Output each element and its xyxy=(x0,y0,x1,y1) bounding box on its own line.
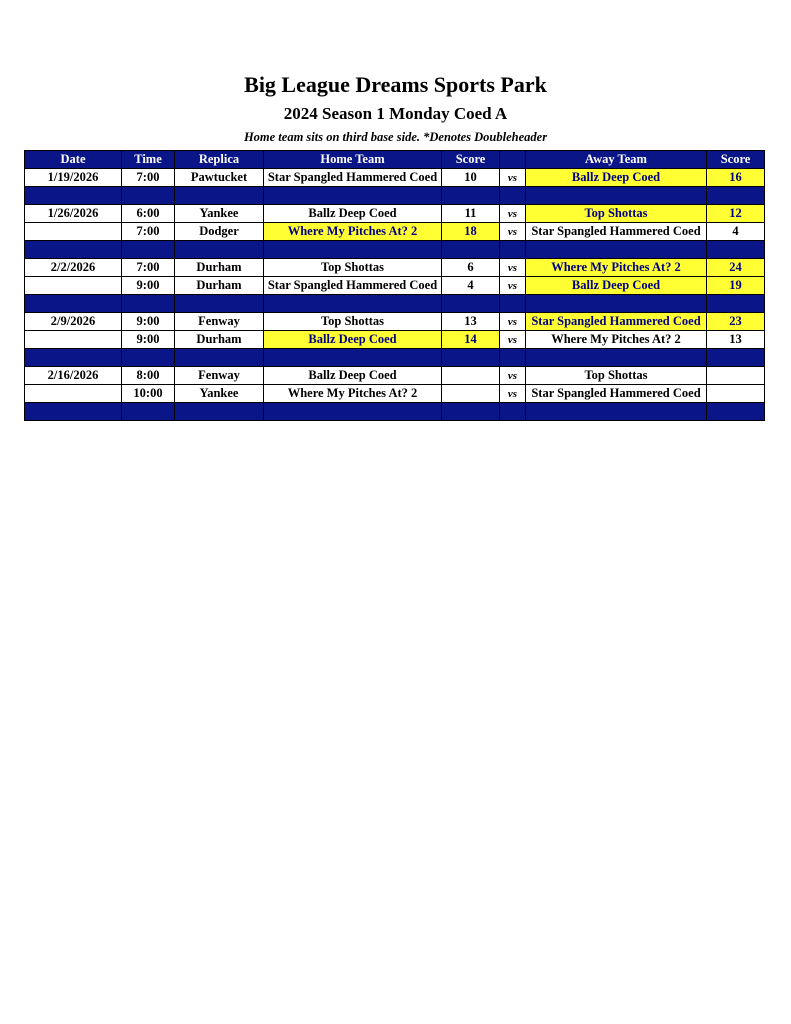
away-team: Star Spangled Hammered Coed xyxy=(526,223,707,241)
game-replica: Yankee xyxy=(175,205,264,223)
separator-cell xyxy=(25,403,122,421)
game-replica: Fenway xyxy=(175,313,264,331)
separator-cell xyxy=(442,295,500,313)
game-date: 2/2/2026 xyxy=(25,259,122,277)
home-score: 4 xyxy=(442,277,500,295)
vs-label: vs xyxy=(500,385,526,403)
home-team: Where My Pitches At? 2 xyxy=(264,385,442,403)
game-time: 6:00 xyxy=(122,205,175,223)
table-row xyxy=(25,277,765,295)
game-time: 9:00 xyxy=(122,277,175,295)
separator-cell xyxy=(122,241,175,259)
game-date: 1/19/2026 xyxy=(25,169,122,187)
game-time: 7:00 xyxy=(122,223,175,241)
away-score: 13 xyxy=(707,331,765,349)
home-score xyxy=(442,385,500,403)
schedule-table xyxy=(24,150,765,421)
away-team: Ballz Deep Coed xyxy=(526,169,707,187)
game-date: 2/9/2026 xyxy=(25,313,122,331)
separator-cell xyxy=(25,349,122,367)
home-team: Ballz Deep Coed xyxy=(264,367,442,385)
separator-row xyxy=(25,241,765,259)
column-header-home-score: Score xyxy=(442,151,500,169)
vs-label: vs xyxy=(500,313,526,331)
separator-cell xyxy=(25,295,122,313)
home-team: Top Shottas xyxy=(264,259,442,277)
vs-label: vs xyxy=(500,277,526,295)
game-replica: Pawtucket xyxy=(175,169,264,187)
home-score xyxy=(442,367,500,385)
separator-cell xyxy=(500,241,526,259)
game-replica: Durham xyxy=(175,331,264,349)
home-score: 6 xyxy=(442,259,500,277)
game-date xyxy=(25,331,122,349)
page-subtitle: 2024 Season 1 Monday Coed A xyxy=(283,104,508,123)
away-team: Star Spangled Hammered Coed xyxy=(526,313,707,331)
separator-cell xyxy=(264,349,442,367)
game-date xyxy=(25,277,122,295)
away-score xyxy=(707,385,765,403)
away-score: 19 xyxy=(707,277,765,295)
table-row xyxy=(25,313,765,331)
home-team: Ballz Deep Coed xyxy=(264,331,442,349)
table-header-row xyxy=(25,151,765,169)
separator-cell xyxy=(175,187,264,205)
column-header-home-team: Home Team xyxy=(264,151,442,169)
separator-cell xyxy=(122,295,175,313)
separator-cell xyxy=(707,349,765,367)
separator-cell xyxy=(442,349,500,367)
separator-cell xyxy=(500,187,526,205)
separator-cell xyxy=(122,349,175,367)
separator-cell xyxy=(707,403,765,421)
game-date: 2/16/2026 xyxy=(25,367,122,385)
vs-label: vs xyxy=(500,169,526,187)
page-title: Big League Dreams Sports Park xyxy=(244,72,547,97)
game-replica: Yankee xyxy=(175,385,264,403)
table-row xyxy=(25,331,765,349)
schedule-note: Home team sits on third base side. *Denotes Doubleheader xyxy=(243,130,548,144)
table-row xyxy=(25,223,765,241)
away-team: Ballz Deep Coed xyxy=(526,277,707,295)
separator-cell xyxy=(500,403,526,421)
column-header-away-team: Away Team xyxy=(526,151,707,169)
away-score xyxy=(707,367,765,385)
separator-cell xyxy=(175,349,264,367)
separator-cell xyxy=(264,403,442,421)
separator-cell xyxy=(500,295,526,313)
away-score: 24 xyxy=(707,259,765,277)
home-score: 18 xyxy=(442,223,500,241)
separator-cell xyxy=(707,241,765,259)
table-row xyxy=(25,385,765,403)
separator-row xyxy=(25,187,765,205)
separator-row xyxy=(25,295,765,313)
separator-cell xyxy=(25,187,122,205)
away-team: Top Shottas xyxy=(526,367,707,385)
separator-cell xyxy=(442,187,500,205)
game-replica: Dodger xyxy=(175,223,264,241)
separator-cell xyxy=(122,403,175,421)
game-replica: Durham xyxy=(175,277,264,295)
game-time: 9:00 xyxy=(122,313,175,331)
away-team: Top Shottas xyxy=(526,205,707,223)
vs-label: vs xyxy=(500,259,526,277)
separator-cell xyxy=(442,403,500,421)
separator-cell xyxy=(264,187,442,205)
game-time: 7:00 xyxy=(122,259,175,277)
away-team: Where My Pitches At? 2 xyxy=(526,259,707,277)
separator-cell xyxy=(25,241,122,259)
schedule-body xyxy=(25,169,765,421)
away-score: 4 xyxy=(707,223,765,241)
vs-label: vs xyxy=(500,205,526,223)
home-score: 14 xyxy=(442,331,500,349)
separator-cell xyxy=(442,241,500,259)
vs-label: vs xyxy=(500,331,526,349)
table-row xyxy=(25,367,765,385)
separator-cell xyxy=(500,349,526,367)
home-team: Star Spangled Hammered Coed xyxy=(264,169,442,187)
table-row xyxy=(25,205,765,223)
separator-cell xyxy=(264,241,442,259)
game-date xyxy=(25,223,122,241)
separator-cell xyxy=(175,403,264,421)
column-header-away-score: Score xyxy=(707,151,765,169)
game-time: 7:00 xyxy=(122,169,175,187)
game-replica: Fenway xyxy=(175,367,264,385)
home-score: 13 xyxy=(442,313,500,331)
separator-cell xyxy=(264,295,442,313)
separator-cell xyxy=(707,295,765,313)
vs-label: vs xyxy=(500,223,526,241)
away-team: Where My Pitches At? 2 xyxy=(526,331,707,349)
column-header-replica: Replica xyxy=(175,151,264,169)
separator-cell xyxy=(707,187,765,205)
table-row xyxy=(25,169,765,187)
column-header-vs xyxy=(500,151,526,169)
table-row xyxy=(25,259,765,277)
home-score: 11 xyxy=(442,205,500,223)
home-team: Where My Pitches At? 2 xyxy=(264,223,442,241)
home-score: 10 xyxy=(442,169,500,187)
column-header-time: Time xyxy=(122,151,175,169)
column-header-date: Date xyxy=(25,151,122,169)
away-score: 23 xyxy=(707,313,765,331)
game-time: 10:00 xyxy=(122,385,175,403)
game-time: 8:00 xyxy=(122,367,175,385)
game-time: 9:00 xyxy=(122,331,175,349)
separator-cell xyxy=(526,295,707,313)
separator-row xyxy=(25,403,765,421)
game-replica: Durham xyxy=(175,259,264,277)
separator-cell xyxy=(175,241,264,259)
away-team: Star Spangled Hammered Coed xyxy=(526,385,707,403)
separator-row xyxy=(25,349,765,367)
game-date xyxy=(25,385,122,403)
home-team: Top Shottas xyxy=(264,313,442,331)
game-date: 1/26/2026 xyxy=(25,205,122,223)
separator-cell xyxy=(526,241,707,259)
away-score: 12 xyxy=(707,205,765,223)
home-team: Ballz Deep Coed xyxy=(264,205,442,223)
separator-cell xyxy=(122,187,175,205)
home-team: Star Spangled Hammered Coed xyxy=(264,277,442,295)
separator-cell xyxy=(526,403,707,421)
separator-cell xyxy=(526,349,707,367)
separator-cell xyxy=(526,187,707,205)
away-score: 16 xyxy=(707,169,765,187)
vs-label: vs xyxy=(500,367,526,385)
separator-cell xyxy=(175,295,264,313)
